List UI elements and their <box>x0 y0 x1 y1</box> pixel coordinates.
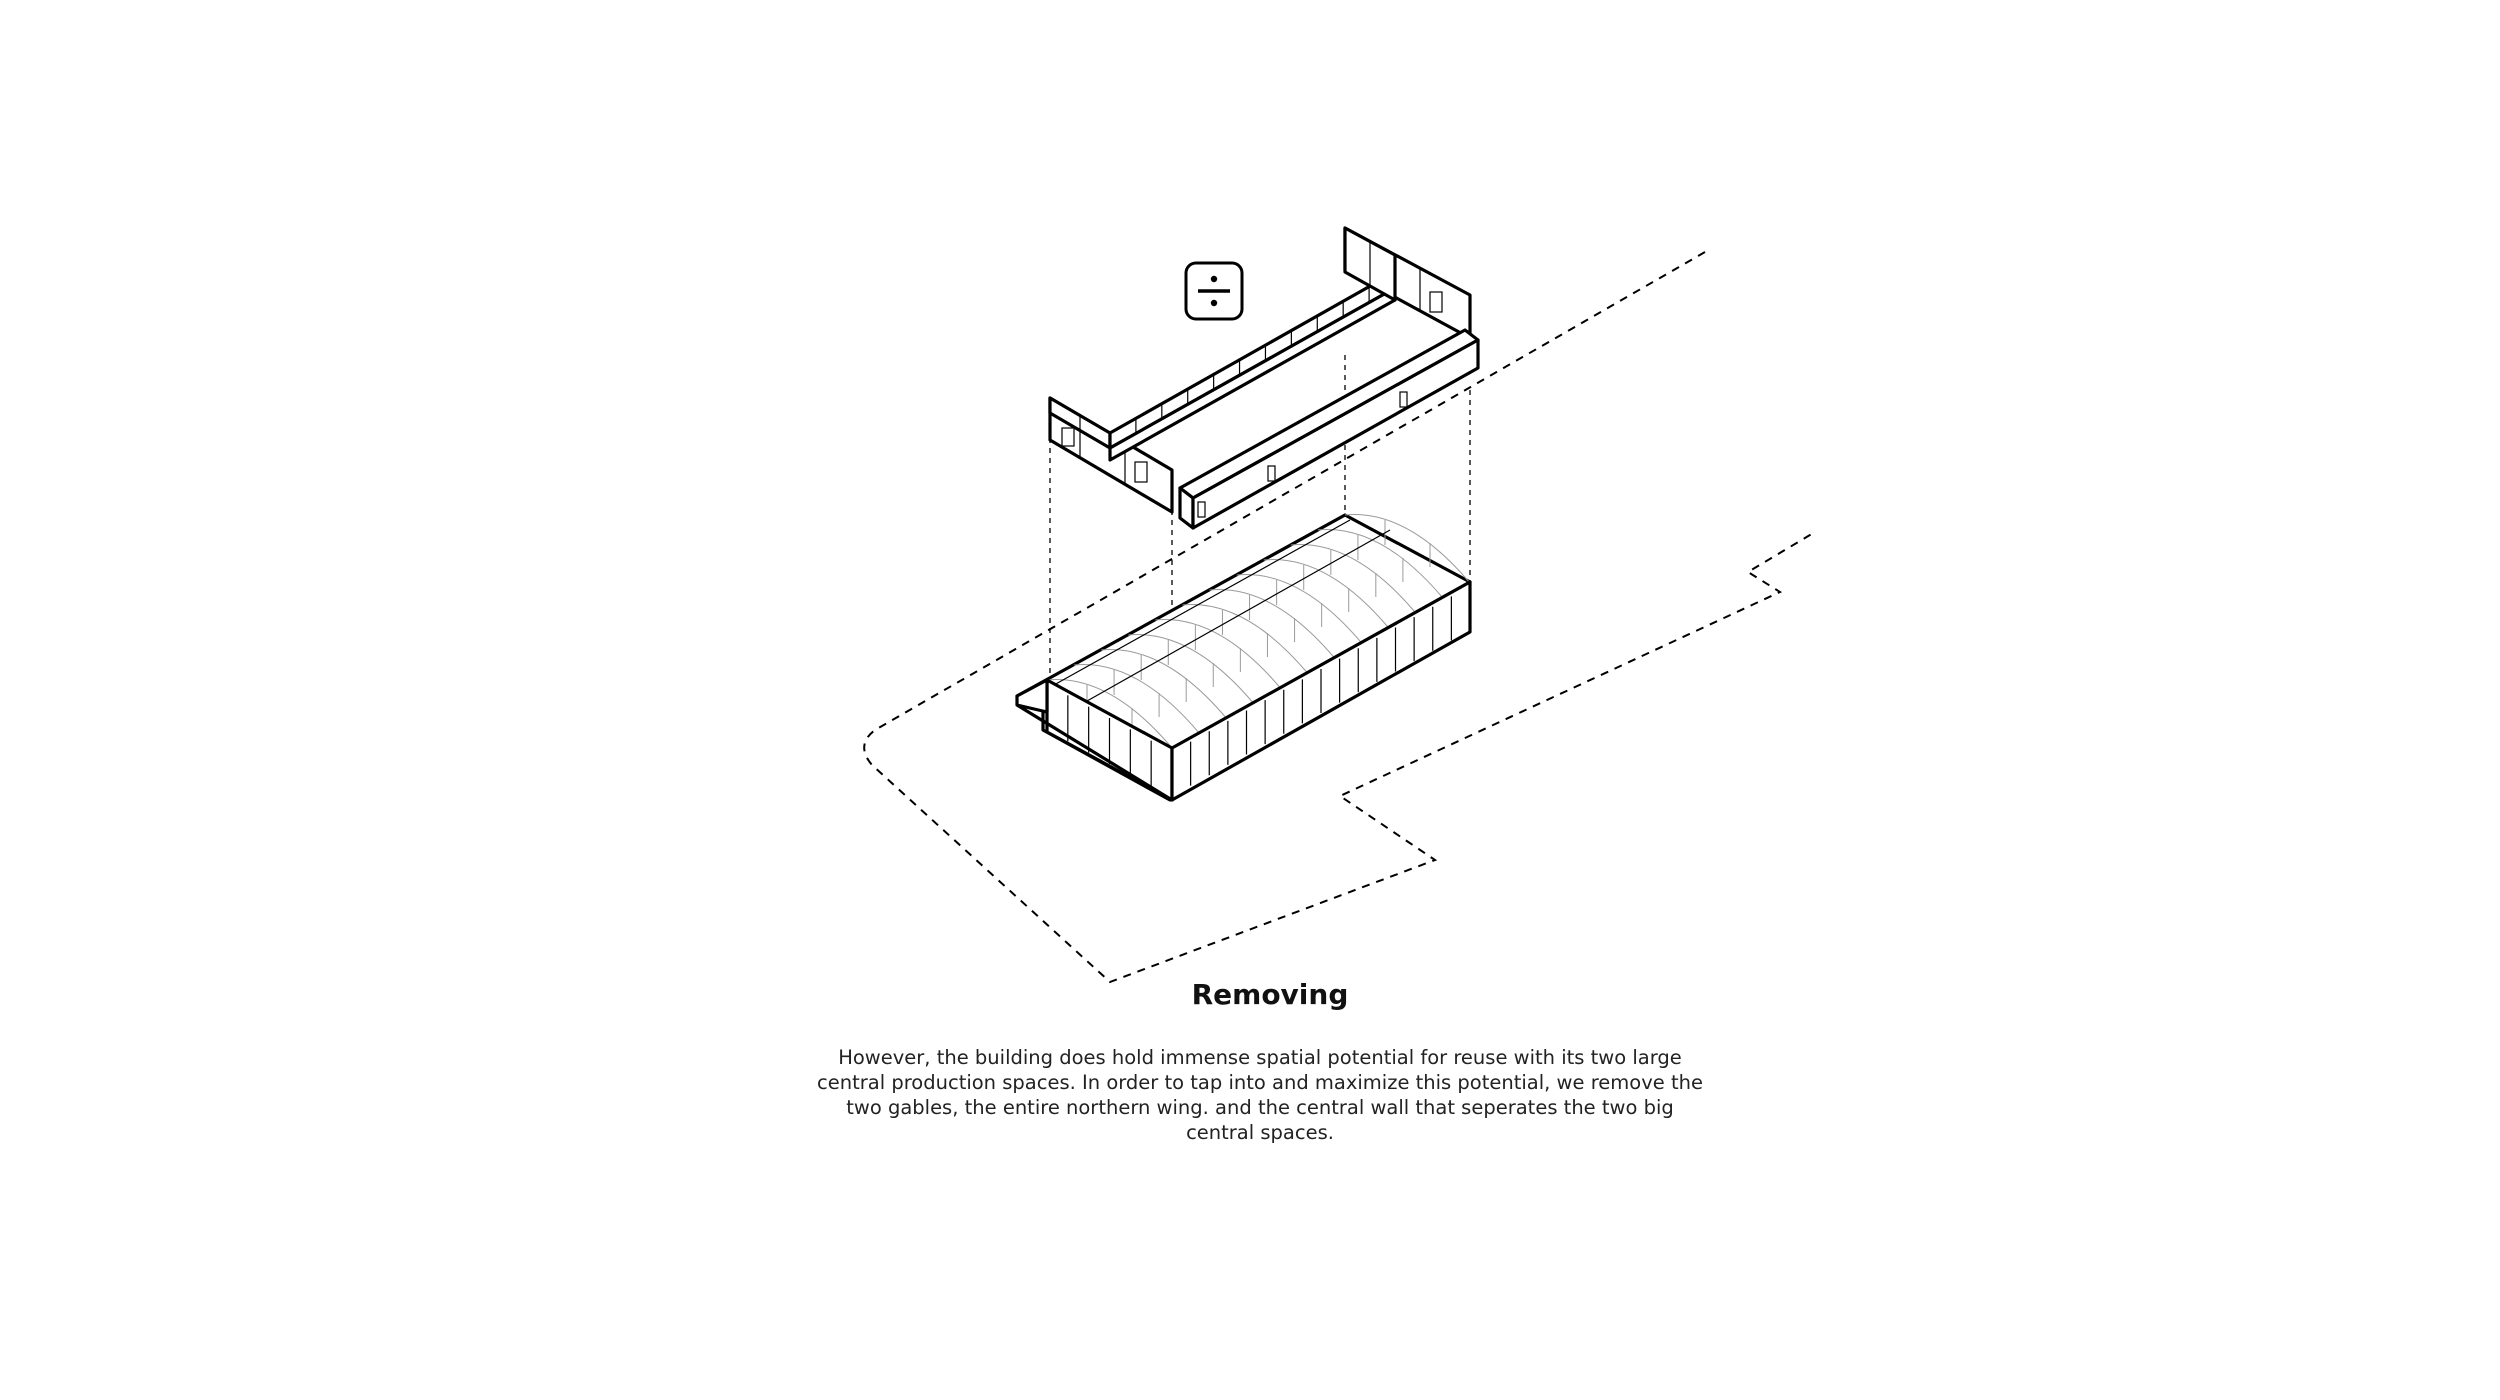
remaining-building <box>1017 515 1470 800</box>
caption-body: However, the building does hold immense spatial potential for reuse with its two large central production spaces. In order to tap into and maximize this potential, we remove the two gables, the entire northern wing. and the central wall that seperates the two big central spaces. <box>817 1046 1703 1144</box>
gable-wall-right <box>1345 228 1470 338</box>
divide-icon <box>1186 263 1242 319</box>
caption-title: Removing <box>1191 978 1349 1011</box>
central-wall <box>1180 330 1478 528</box>
removed-elements <box>1050 228 1478 528</box>
